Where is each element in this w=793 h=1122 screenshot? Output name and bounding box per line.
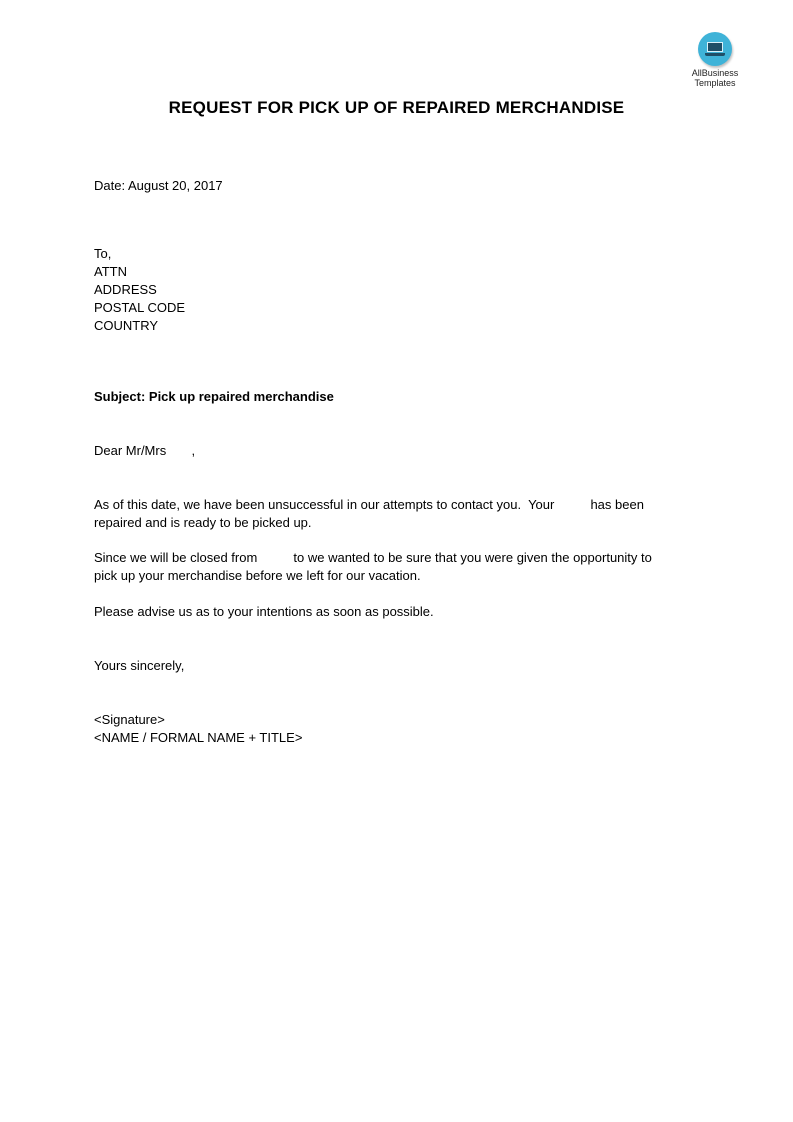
name-title-placeholder: <NAME / FORMAL NAME + TITLE> — [94, 730, 303, 745]
address-to: To, — [94, 246, 112, 261]
brand-line-2: Templates — [694, 78, 736, 88]
document-title: REQUEST FOR PICK UP OF REPAIRED MERCHANDISE — [168, 98, 625, 117]
brand-name — [683, 68, 747, 88]
signature-placeholder: <Signature> — [94, 712, 165, 727]
paragraph-2-line-1: Since we will be closed from to we wanted to be sure that you were given the opportunity to — [94, 550, 652, 565]
paragraph-1-line-1: As of this date, we have been unsuccessful in our attempts to contact you. Your has been — [94, 497, 644, 512]
address-street: ADDRESS — [94, 282, 157, 297]
address-postal-code: POSTAL CODE — [94, 300, 186, 315]
paragraph-2-line-2: pick up your merchandise before we left for our vacation. — [94, 568, 421, 583]
letter-salutation: Dear Mr/Mrs , — [94, 443, 196, 458]
letter-subject: Subject: Pick up repaired merchandise — [94, 389, 334, 404]
paragraph-1-line-2: repaired and is ready to be picked up. — [94, 515, 312, 530]
address-attn: ATTN — [94, 264, 127, 279]
brand-line-1: AllBusiness — [691, 68, 739, 78]
brand-logo — [683, 32, 747, 88]
address-country: COUNTRY — [94, 318, 159, 333]
paragraph-3: Please advise us as to your intentions as soon as possible. — [94, 604, 434, 619]
laptop-icon — [698, 32, 732, 66]
letter-date: Date: August 20, 2017 — [94, 178, 223, 193]
letter-closing: Yours sincerely, — [94, 658, 185, 673]
